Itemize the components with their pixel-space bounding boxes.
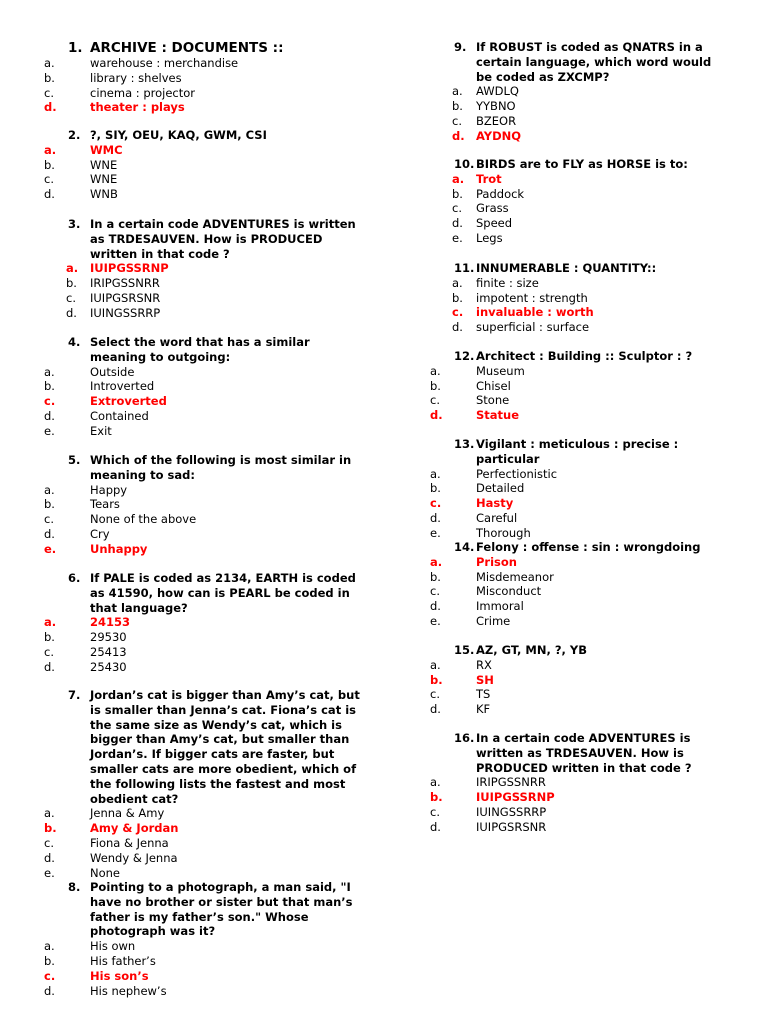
- option-letter: d.: [452, 128, 465, 143]
- answer-option: [430, 216, 730, 231]
- answer-option: [430, 584, 730, 599]
- question-12: [430, 349, 730, 423]
- option-text: cinema : projector: [90, 85, 195, 100]
- question-10: [430, 157, 730, 246]
- correct-answer-option: [44, 100, 366, 115]
- option-letter: a.: [44, 142, 57, 157]
- question-number: 2.: [68, 128, 81, 142]
- answer-option: [430, 481, 730, 496]
- option-letter: b.: [44, 70, 55, 85]
- option-text: Contained: [90, 408, 149, 423]
- option-letter: e.: [44, 541, 57, 556]
- option-letter: b.: [66, 276, 77, 291]
- answer-option: [430, 599, 730, 614]
- option-text: Speed: [476, 216, 513, 231]
- option-letter: c.: [430, 496, 442, 511]
- correct-answer-option: [430, 555, 730, 570]
- option-letter: b.: [44, 497, 55, 512]
- option-letter: d.: [430, 599, 441, 614]
- option-text: superficial : surface: [476, 320, 590, 335]
- option-letter: d.: [44, 850, 55, 865]
- option-text: Amy & Jordan: [90, 821, 179, 836]
- answer-option: [44, 866, 366, 881]
- answer-option: [430, 84, 730, 99]
- option-letter: c.: [44, 172, 54, 187]
- answer-option: [430, 805, 730, 820]
- question-stem: [44, 571, 366, 615]
- option-letter: a.: [452, 275, 463, 290]
- option-text: invaluable : worth: [476, 305, 594, 320]
- option-letter: c.: [44, 835, 54, 850]
- option-text: theater : plays: [90, 100, 185, 115]
- option-text: Happy: [90, 482, 128, 497]
- question-text: ?, SIY, OEU, KAQ, GWM, CSI: [90, 128, 267, 142]
- option-text: IUIPGSSRNP: [90, 261, 169, 276]
- answer-option: [430, 702, 730, 717]
- question-text: In a certain code ADVENTURES is written as TRDESAUVEN. How is PRODUCED written in that code ?: [476, 731, 692, 775]
- option-letter: b.: [430, 569, 441, 584]
- option-letter: b.: [44, 821, 57, 836]
- correct-answer-option: [44, 821, 366, 836]
- option-text: Detailed: [476, 481, 525, 496]
- correct-answer-option: [430, 172, 730, 187]
- question-number: 14.: [454, 540, 475, 554]
- question-stem: [430, 261, 730, 276]
- answer-options: [44, 806, 366, 880]
- answer-option: [44, 851, 366, 866]
- option-letter: c.: [44, 85, 54, 100]
- question-16: [430, 731, 730, 835]
- answer-option: [44, 172, 366, 187]
- option-text: His son’s: [90, 968, 149, 983]
- option-letter: e.: [44, 865, 55, 880]
- option-text: His nephew’s: [90, 983, 167, 998]
- option-text: Hasty: [476, 496, 514, 511]
- answer-options: [44, 56, 366, 115]
- option-letter: d.: [452, 216, 463, 231]
- answer-option: [430, 570, 730, 585]
- option-text: Grass: [476, 201, 509, 216]
- option-text: Statue: [476, 408, 520, 423]
- option-letter: c.: [430, 393, 440, 408]
- option-letter: c.: [66, 290, 76, 305]
- answer-option: [430, 187, 730, 202]
- correct-answer-option: [44, 143, 366, 158]
- option-text: AYDNQ: [476, 128, 522, 143]
- question-text: Pointing to a photograph, a man said, "I have no brother or sister but that man’s father is my father’s son." Whose photograph was it?: [90, 880, 353, 939]
- option-text: His own: [90, 939, 136, 954]
- question-9: [430, 40, 730, 144]
- answer-option: [44, 86, 366, 101]
- answer-option: [44, 527, 366, 542]
- option-text: Paddock: [476, 186, 525, 201]
- option-text: IUINGSSRRP: [476, 804, 547, 819]
- question-stem: [430, 731, 730, 775]
- answer-option: [44, 276, 366, 291]
- answer-option: [430, 364, 730, 379]
- question-14: [430, 540, 730, 629]
- option-letter: e.: [452, 230, 463, 245]
- answer-option: [44, 630, 366, 645]
- option-text: WNE: [90, 157, 118, 172]
- option-text: Perfectionistic: [476, 466, 558, 481]
- option-letter: e.: [430, 525, 441, 540]
- option-letter: d.: [452, 320, 463, 335]
- question-number: 1.: [68, 40, 83, 56]
- option-letter: c.: [44, 512, 54, 527]
- option-text: Careful: [476, 510, 518, 525]
- answer-option: [44, 497, 366, 512]
- question-stem: [430, 437, 730, 467]
- correct-answer-option: [44, 394, 366, 409]
- option-letter: b.: [452, 290, 463, 305]
- option-text: impotent : strength: [476, 290, 588, 305]
- correct-answer-option: [44, 969, 366, 984]
- option-letter: a.: [452, 171, 465, 186]
- question-text: Jordan’s cat is bigger than Amy’s cat, but is smaller than Jenna’s cat. Fiona’s cat is the same size as Wendy’s cat, which is bigger than Amy’s cat, but smaller than Jordan’s. If bigger cats are faster, but smaller cats are more obedient, which of the following lists the fastest and most obedient cat?: [90, 688, 360, 806]
- option-text: 24153: [90, 615, 131, 630]
- option-text: 25430: [90, 659, 127, 674]
- option-text: YYBNO: [476, 99, 516, 114]
- option-letter: e.: [44, 423, 55, 438]
- option-text: Outside: [90, 364, 135, 379]
- question-8: [44, 880, 366, 998]
- option-text: Thorough: [476, 525, 531, 540]
- question-stem: [44, 217, 366, 261]
- option-text: KF: [476, 702, 491, 717]
- option-text: Prison: [476, 554, 517, 569]
- correct-answer-option: [44, 615, 366, 630]
- answer-option: [44, 984, 366, 999]
- option-letter: b.: [452, 186, 463, 201]
- question-number: 16.: [454, 731, 475, 745]
- option-letter: a.: [44, 56, 55, 70]
- option-letter: a.: [452, 84, 463, 99]
- option-letter: b.: [430, 481, 441, 496]
- option-text: Exit: [90, 423, 112, 438]
- option-letter: c.: [44, 394, 56, 409]
- option-text: Trot: [476, 171, 502, 186]
- option-text: 29530: [90, 630, 127, 645]
- question-5: [44, 453, 366, 557]
- option-letter: a.: [44, 939, 55, 954]
- option-text: Chisel: [476, 378, 511, 393]
- option-letter: c.: [430, 804, 440, 819]
- question-number: 8.: [68, 880, 81, 894]
- answer-option: [44, 939, 366, 954]
- answer-option: [44, 409, 366, 424]
- answer-options: [430, 172, 730, 246]
- option-text: BZEOR: [476, 113, 517, 128]
- answer-option: [44, 645, 366, 660]
- answer-option: [44, 836, 366, 851]
- correct-answer-option: [430, 496, 730, 511]
- option-text: SH: [476, 672, 494, 687]
- answer-options: [44, 615, 366, 674]
- question-1: [44, 40, 366, 115]
- question-stem: [44, 40, 366, 56]
- question-number: 7.: [68, 688, 81, 702]
- option-letter: d.: [44, 526, 55, 541]
- option-letter: d.: [44, 408, 55, 423]
- correct-answer-option: [44, 261, 366, 276]
- option-letter: c.: [430, 584, 440, 599]
- option-text: Museum: [476, 363, 525, 378]
- question-text: Vigilant : meticulous : precise : particular: [476, 437, 679, 466]
- option-letter: d.: [44, 983, 55, 998]
- answer-option: [430, 276, 730, 291]
- option-text: Fiona & Jenna: [90, 835, 169, 850]
- answer-option: [430, 775, 730, 790]
- option-text: IRIPGSSNRR: [476, 775, 546, 790]
- correct-answer-option: [430, 790, 730, 805]
- question-text: If PALE is coded as 2134, EARTH is coded as 41590, how can is PEARL be coded in that language?: [90, 571, 356, 615]
- correct-answer-option: [430, 129, 730, 144]
- question-stem: [430, 540, 730, 555]
- answer-option: [430, 526, 730, 541]
- correct-answer-option: [44, 542, 366, 557]
- option-text: Jenna & Amy: [90, 806, 165, 821]
- option-letter: d.: [66, 305, 77, 320]
- option-text: TS: [476, 687, 491, 702]
- question-text: BIRDS are to FLY as HORSE is to:: [476, 157, 688, 171]
- option-letter: d.: [430, 702, 441, 717]
- option-text: His father’s: [90, 953, 156, 968]
- question-13: [430, 437, 730, 541]
- question-15: [430, 643, 730, 717]
- option-letter: a.: [44, 806, 55, 821]
- answer-options: [430, 775, 730, 834]
- option-letter: a.: [44, 364, 55, 379]
- option-text: IUIPGSRSNR: [90, 290, 161, 305]
- question-number: 12.: [454, 349, 475, 363]
- answer-option: [430, 320, 730, 335]
- question-2: [44, 128, 366, 202]
- question-text: In a certain code ADVENTURES is written as TRDESAUVEN. How is PRODUCED written in that code ?: [90, 217, 356, 261]
- option-letter: c.: [452, 113, 462, 128]
- question-stem: [44, 880, 366, 939]
- answer-option: [44, 306, 366, 321]
- option-text: Wendy & Jenna: [90, 850, 178, 865]
- answer-option: [44, 71, 366, 86]
- answer-option: [430, 658, 730, 673]
- answer-options: [430, 276, 730, 335]
- answer-option: [430, 467, 730, 482]
- question-6: [44, 571, 366, 675]
- option-text: 25413: [90, 644, 127, 659]
- answer-option: [430, 687, 730, 702]
- question-number: 15.: [454, 643, 475, 657]
- option-letter: a.: [430, 775, 441, 790]
- option-letter: a.: [44, 615, 57, 630]
- answer-option: [44, 158, 366, 173]
- option-text: finite : size: [476, 275, 539, 290]
- question-text: ARCHIVE : DOCUMENTS ::: [90, 40, 284, 56]
- answer-options: [44, 365, 366, 439]
- option-letter: a.: [44, 482, 55, 497]
- answer-options: [44, 143, 366, 202]
- option-text: Introverted: [90, 379, 155, 394]
- question-stem: [44, 128, 366, 143]
- option-letter: d.: [44, 100, 57, 115]
- answer-option: [430, 393, 730, 408]
- option-letter: b.: [44, 953, 55, 968]
- option-letter: d.: [430, 819, 441, 834]
- question-stem: [44, 335, 366, 365]
- answer-option: [44, 424, 366, 439]
- answer-option: [430, 291, 730, 306]
- question-number: 13.: [454, 437, 475, 451]
- correct-answer-option: [430, 408, 730, 423]
- option-text: Tears: [90, 497, 120, 512]
- question-stem: [430, 349, 730, 364]
- question-text: Architect : Building :: Sculptor : ?: [476, 349, 693, 363]
- question-text: INNUMERABLE : QUANTITY::: [476, 261, 657, 275]
- option-letter: c.: [44, 644, 54, 659]
- option-text: WNB: [90, 187, 118, 202]
- option-text: library : shelves: [90, 70, 182, 85]
- option-text: Crime: [476, 613, 511, 628]
- answer-option: [430, 820, 730, 835]
- option-text: Legs: [476, 230, 503, 245]
- question-number: 3.: [68, 217, 81, 231]
- option-letter: c.: [44, 968, 56, 983]
- option-letter: d.: [430, 408, 443, 423]
- question-7: [44, 688, 366, 880]
- answer-option: [44, 483, 366, 498]
- option-text: None of the above: [90, 512, 197, 527]
- option-letter: a.: [430, 657, 441, 672]
- option-text: WNE: [90, 172, 118, 187]
- question-text: Which of the following is most similar in meaning to sad:: [90, 453, 352, 482]
- answer-option: [430, 614, 730, 629]
- question-stem: [430, 40, 730, 84]
- option-letter: b.: [44, 157, 55, 172]
- answer-option: [44, 512, 366, 527]
- option-letter: b.: [44, 630, 55, 645]
- answer-options: [44, 939, 366, 998]
- answer-options: [44, 483, 366, 557]
- answer-option: [44, 806, 366, 821]
- option-letter: a.: [430, 466, 441, 481]
- option-letter: a.: [66, 261, 79, 276]
- answer-options: [430, 84, 730, 143]
- option-text: WMC: [90, 142, 123, 157]
- option-letter: e.: [430, 613, 441, 628]
- correct-answer-option: [430, 305, 730, 320]
- answer-option: [44, 379, 366, 394]
- option-text: Cry: [90, 526, 110, 541]
- answer-options: [430, 467, 730, 541]
- answer-options: [44, 261, 366, 320]
- option-text: IRIPGSSNRR: [90, 276, 160, 291]
- question-text: Felony : offense : sin : wrongdoing: [476, 540, 701, 554]
- question-number: 10.: [454, 157, 475, 171]
- answer-options: [430, 364, 730, 423]
- option-text: Extroverted: [90, 394, 167, 409]
- option-text: Misconduct: [476, 584, 542, 599]
- answer-option: [430, 231, 730, 246]
- answer-option: [430, 114, 730, 129]
- option-text: Stone: [476, 393, 510, 408]
- question-11: [430, 261, 730, 335]
- answer-option: [430, 379, 730, 394]
- option-text: IUINGSSRRP: [90, 305, 161, 320]
- question-stem: [430, 157, 730, 172]
- option-letter: b.: [430, 378, 441, 393]
- answer-options: [430, 555, 730, 629]
- option-letter: b.: [430, 790, 443, 805]
- option-letter: d.: [430, 510, 441, 525]
- option-text: warehouse : merchandise: [90, 56, 239, 70]
- question-4: [44, 335, 366, 439]
- question-stem: [430, 643, 730, 658]
- option-text: IUIPGSSRNP: [476, 790, 555, 805]
- option-text: Unhappy: [90, 541, 148, 556]
- question-number: 6.: [68, 571, 81, 585]
- answer-option: [44, 56, 366, 71]
- option-text: Immoral: [476, 599, 524, 614]
- question-stem: [44, 453, 366, 483]
- option-text: AWDLQ: [476, 84, 519, 99]
- answer-option: [44, 187, 366, 202]
- question-text: If ROBUST is coded as QNATRS in a certain language, which word would be coded as ZXCMP?: [476, 40, 712, 84]
- answer-option: [430, 201, 730, 216]
- answer-option: [44, 291, 366, 306]
- question-number: 11.: [454, 261, 475, 275]
- option-letter: c.: [430, 687, 440, 702]
- answer-option: [44, 660, 366, 675]
- option-text: None: [90, 865, 121, 880]
- option-letter: b.: [430, 672, 443, 687]
- option-letter: d.: [44, 659, 55, 674]
- option-letter: b.: [44, 379, 55, 394]
- question-text: Select the word that has a similar meaning to outgoing:: [90, 335, 310, 364]
- answer-option: [430, 511, 730, 526]
- answer-option: [44, 365, 366, 380]
- question-stem: [44, 688, 366, 806]
- answer-options: [430, 658, 730, 717]
- question-text: AZ, GT, MN, ?, YB: [476, 643, 588, 657]
- question-number: 4.: [68, 335, 81, 349]
- question-3: [44, 217, 366, 321]
- option-letter: c.: [452, 201, 462, 216]
- option-letter: c.: [452, 305, 464, 320]
- answer-option: [44, 954, 366, 969]
- correct-answer-option: [430, 673, 730, 688]
- option-letter: a.: [430, 554, 443, 569]
- option-letter: b.: [452, 99, 463, 114]
- answer-option: [430, 99, 730, 114]
- question-number: 5.: [68, 453, 81, 467]
- option-letter: d.: [44, 187, 55, 202]
- option-text: IUIPGSRSNR: [476, 819, 547, 834]
- question-number: 9.: [454, 40, 467, 54]
- option-text: RX: [476, 657, 492, 672]
- option-text: Misdemeanor: [476, 569, 554, 584]
- option-letter: a.: [430, 363, 441, 378]
